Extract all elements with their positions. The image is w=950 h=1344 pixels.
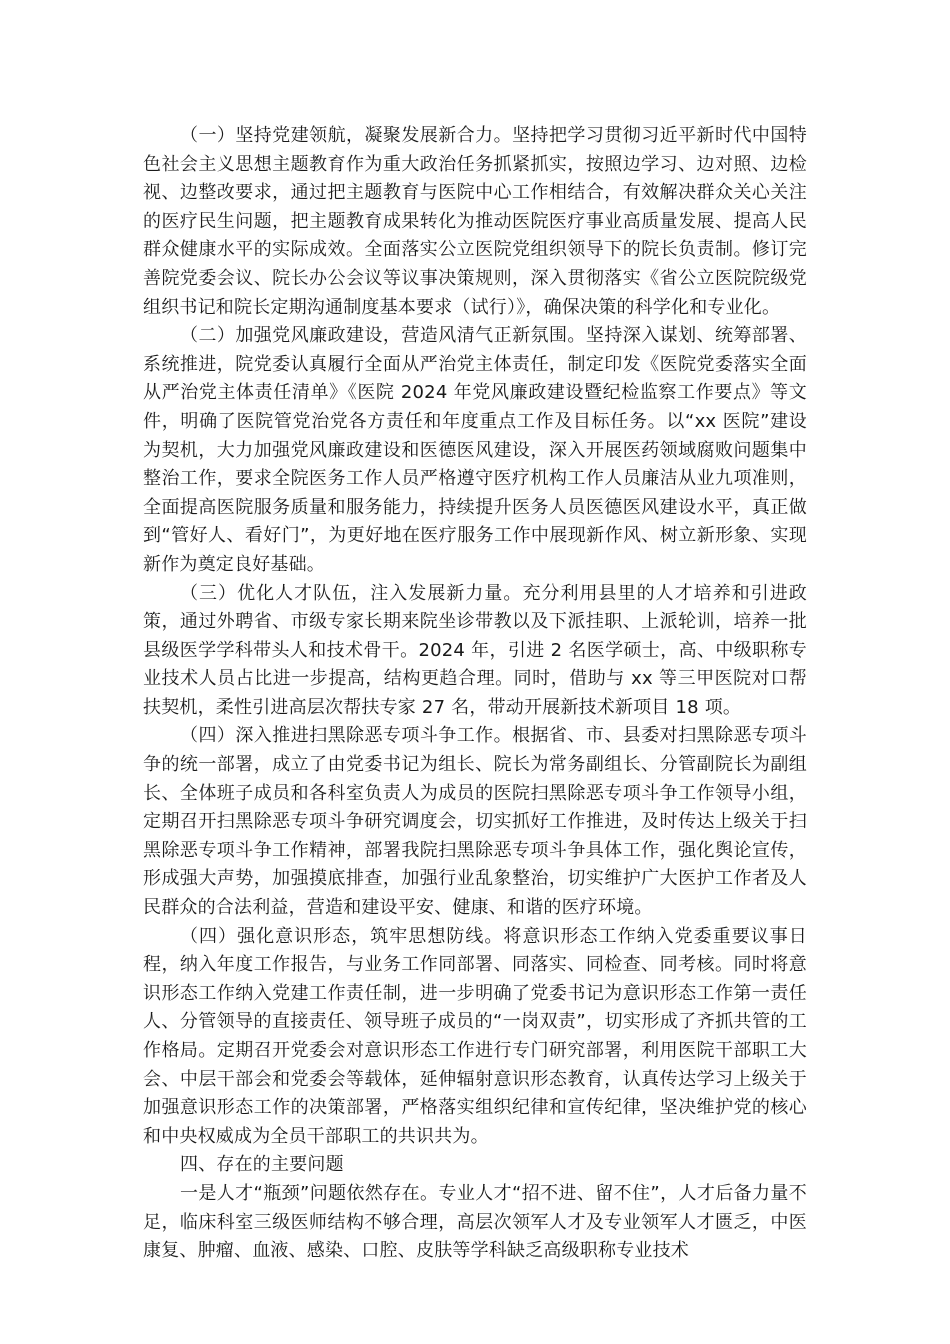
paragraph-talent-bottleneck: 一是人才“瓶颈”问题依然存在。专业人才“招不进、留不住”，人才后备力量不足，临床科室三级医师结构不够合理，高层次领军人才及专业领军人才匮乏，中医康复、肿瘤、血液、感染、口腔、皮肤等学科缺乏高级职称专业技术: [143, 1182, 807, 1262]
document-body: [143, 122, 807, 1266]
paragraph-talent-team: （三）优化人才队伍，注入发展新力量。充分利用县里的人才培养和引进政策，通过外聘省、市级专家长期来院坐诊带教以及下派挂职、上派轮训，培养一批县级医学学科带头人和技术骨干。2024 年，引进 2 名医学硕士，高、中级职称专业技术人员占比进一步提高，结构更趋合理。同时，借助与 xx 等三甲医院对口帮扶契机，柔性引进高层次帮扶专家 27 名，带动开展新技术新项目 18 项。: [143, 582, 807, 718]
paragraph-anti-crime-campaign: （四）深入推进扫黑除恶专项斗争工作。根据省、市、县委对扫黑除恶专项斗争的统一部署，成立了由党委书记为组长、院长为常务副组长、分管副院长为副组长、全体班子成员和各科室负责人为成员的医院扫黑除恶专项斗争工作领导小组，定期召开扫黑除恶专项斗争研究调度会，切实抓好工作推进，及时传达上级关于扫黑除恶专项斗争工作精神，部署我院扫黑除恶专项斗争具体工作，强化舆论宣传，形成强大声势，加强摸底排查，加强行业乱象整治，切实维护广大医护工作者及人民群众的合法利益，营造和建设平安、健康、和谐的医疗环境。: [143, 725, 807, 919]
section-heading: 四、存在的主要问题: [180, 1154, 344, 1176]
paragraph-ideology: （四）强化意识形态，筑牢思想防线。将意识形态工作纳入党委重要议事日程，纳入年度工作报告，与业务工作同部署、同落实、同检查、同考核。同时将意识形态工作纳入党建工作责任制，进一步明确了党委书记为意识形态工作第一责任人、分管领导的直接责任、领导班子成员的“一岗双责”，切实形成了齐抓共管的工作格局。定期召开党委会对意识形态工作进行专门研究部署，利用医院干部职工大会、中层干部会和党委会等载体，延伸辐射意识形态教育，认真传达学习上级关于加强意识形态工作的决策部署，严格落实组织纪律和宣传纪律，坚决维护党的核心和中央权威成为全员干部职工的共识共为。: [143, 925, 807, 1147]
paragraph-party-leadership: （一）坚持党建领航，凝聚发展新合力。坚持把学习贯彻习近平新时代中国特色社会主义思想主题教育作为重大政治任务抓紧抓实，按照边学习、边对照、边检视、边整改要求，通过把主题教育与医院中心工作相结合，有效解决群众关心关注的医疗民生问题，把主题教育成果转化为推动医院医疗事业高质量发展、提高人民群众健康水平的实际成效。全面落实公立医院党组织领导下的院长负责制。修订完善院党委会议、院长办公会议等议事决策规则，深入贯彻落实《省公立医院院级党组织书记和院长定期沟通制度基本要求（试行）》，确保决策的科学化和专业化。: [143, 125, 807, 318]
paragraph-clean-governance: （二）加强党风廉政建设，营造风清气正新氛围。坚持深入谋划、统筹部署、系统推进，院党委认真履行全面从严治党主体责任，制定印发《医院党委落实全面从严治党主体责任清单》《医院 2024 年党风廉政建设暨纪检监察工作要点》等文件，明确了医院管党治党各方责任和年度重点工作及目标任务。以“xx 医院”建设为契机，大力加强党风廉政建设和医德医风建设，深入开展医药领域腐败问题集中整治工作，要求全院医务工作人员严格遵守医疗机构工作人员廉洁从业九项准则，全面提高医院服务质量和服务能力，持续提升医务人员医德医风建设水平，真正做到“管好人、看好门”，为更好地在医疗服务工作中展现新作风、树立新形象、实现新作为奠定良好基础。: [143, 325, 807, 575]
